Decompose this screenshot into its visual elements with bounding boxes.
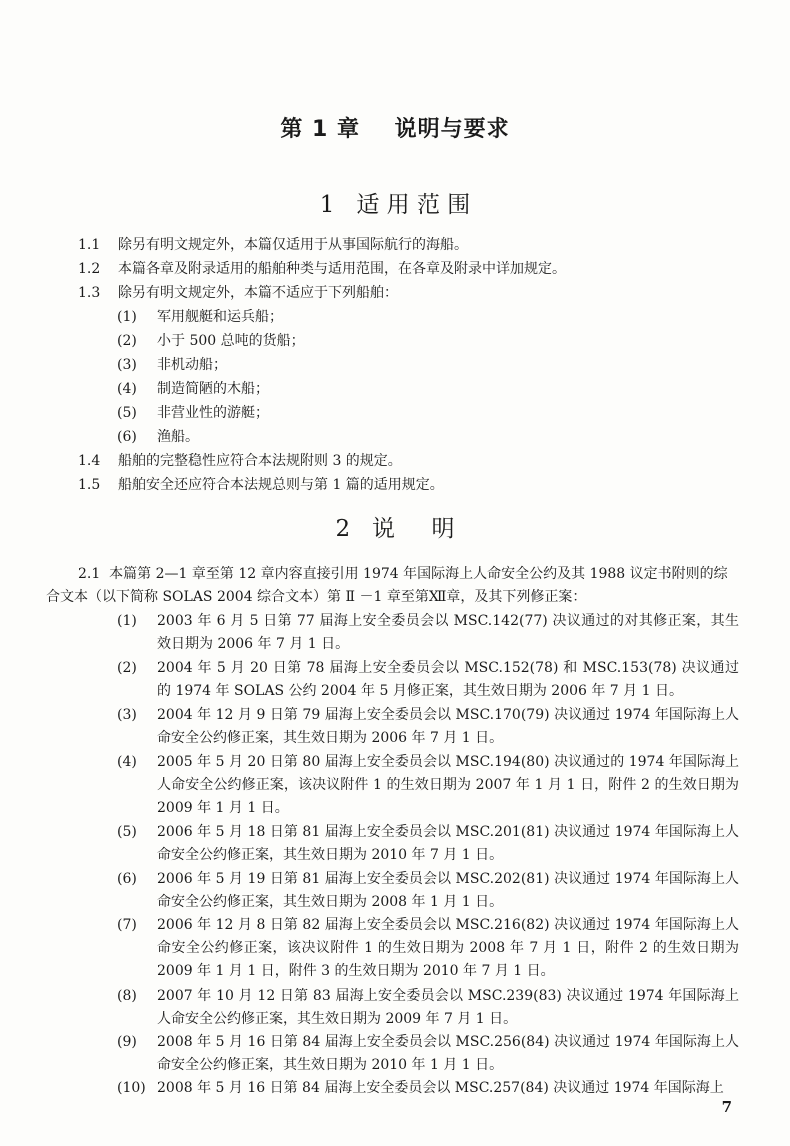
item-number: (3) xyxy=(117,707,137,723)
amendment-item xyxy=(117,704,739,750)
item-text: 2007 年 10 月 12 日第 83 届海上安全委员会以 MSC.239(83) 决议通过 1974 年国际海上人命安全公约修正案，其生效日期为 2009 年 7 月 1 日。 xyxy=(157,988,739,1027)
list-number: (3) xyxy=(117,357,137,373)
list-number: (1) xyxy=(117,309,137,325)
amendment-item xyxy=(117,1031,739,1077)
amendment-item xyxy=(117,751,739,820)
item-number: (9) xyxy=(117,1034,137,1050)
paragraph-number: 1.2 xyxy=(78,261,101,277)
list-item xyxy=(117,380,269,398)
amendment-item xyxy=(117,821,739,867)
list-item xyxy=(117,308,283,326)
amendment-item xyxy=(117,868,739,914)
list-text: 小于 500 总吨的货船； xyxy=(157,333,305,349)
item-text: 2006 年 12 月 8 日第 82 届海上安全委员会以 MSC.216(82) 决议通过 1974 年国际海上人命安全公约修正案，该决议附件 1 的生效日期为 2008 年 7 月 1 日，附件 2 的生效日期为 2009 年 1 月 1 日，附件 3 的生效日期为 2010 年 7 月 1 日。 xyxy=(157,917,739,979)
paragraph-1-5 xyxy=(78,476,444,494)
list-text: 渔船。 xyxy=(157,429,199,445)
paragraph-text: 本篇第 2—1 章至第 12 章内容直接引用 1974 年国际海上人命安全公约及其 1988 议定书附则的综合文本（以下简称 SOLAS 2004 综合文本）第 Ⅱ －1 章至第Ⅻ章，及其下列修正案： xyxy=(46,566,728,605)
list-item xyxy=(117,356,227,374)
list-number: (5) xyxy=(117,405,137,421)
item-number: (1) xyxy=(117,613,137,629)
item-number: (5) xyxy=(117,824,137,840)
list-number: (6) xyxy=(117,429,137,445)
item-text: 2004 年 12 月 9 日第 79 届海上安全委员会以 MSC.170(79) 决议通过 1974 年国际海上人命安全公约修正案，其生效日期为 2006 年 7 月 1 日。 xyxy=(157,707,739,746)
list-item xyxy=(117,332,305,350)
page-number: 7 xyxy=(721,1098,732,1116)
item-text: 2005 年 5 月 20 日第 80 届海上安全委员会以 MSC.194(80) 决议通过的 1974 年国际海上人命安全公约修正案，该决议附件 1 的生效日期为 2007 年 1 月 1 日，附件 2 的生效日期为 2009 年 1 月 1 日。 xyxy=(157,754,739,816)
item-number: (8) xyxy=(117,988,137,1004)
list-text: 非机动船； xyxy=(157,357,227,373)
item-text: 2006 年 5 月 18 日第 81 届海上安全委员会以 MSC.201(81) 决议通过 1974 年国际海上人命安全公约修正案，其生效日期为 2010 年 7 月 1 日。 xyxy=(157,824,739,863)
list-text: 非营业性的游艇； xyxy=(157,405,269,421)
item-text: 2008 年 5 月 16 日第 84 届海上安全委员会以 MSC.256(84) 决议通过 1974 年国际海上人命安全公约修正案，其生效日期为 2010 年 1 月 1 日。 xyxy=(157,1034,739,1073)
paragraph-1-2 xyxy=(78,260,566,278)
item-text: 2006 年 5 月 19 日第 81 届海上安全委员会以 MSC.202(81) 决议通过 1974 年国际海上人命安全公约修正案，其生效日期为 2008 年 1 月 1 日。 xyxy=(157,871,739,910)
paragraph-1-4 xyxy=(78,452,402,470)
section-1-title: 1 适 用 范 围 xyxy=(319,192,471,218)
paragraph-1-1 xyxy=(78,236,468,254)
chapter-title: 第 1 章 说明与要求 xyxy=(280,117,510,142)
list-number: (4) xyxy=(117,381,137,397)
paragraph-number: 1.4 xyxy=(78,453,101,469)
paragraph-number: 2.1 xyxy=(78,566,101,582)
paragraph-number: 1.3 xyxy=(78,285,101,301)
section-2-title: 2 说 明 xyxy=(335,516,455,542)
item-text: 2003 年 6 月 5 日第 77 届海上安全委员会以 MSC.142(77) 决议通过的对其修正案，其生效日期为 2006 年 7 月 1 日。 xyxy=(157,613,739,652)
item-number: (4) xyxy=(117,754,137,770)
paragraph-text: 本篇各章及附录适用的船舶种类与适用范围，在各章及附录中详加规定。 xyxy=(118,261,566,277)
item-number: (6) xyxy=(117,871,137,887)
paragraph-2-1 xyxy=(46,563,736,609)
item-number: (7) xyxy=(117,917,137,933)
amendment-item xyxy=(117,1077,739,1100)
list-text: 制造简陋的木船； xyxy=(157,381,269,397)
amendment-item xyxy=(117,657,739,703)
paragraph-text: 除另有明文规定外，本篇不适应于下列船舶： xyxy=(118,285,398,301)
paragraph-text: 除另有明文规定外，本篇仅适用于从事国际航行的海船。 xyxy=(118,237,468,253)
paragraph-number: 1.1 xyxy=(78,237,101,253)
paragraph-text: 船舶安全还应符合本法规总则与第 1 篇的适用规定。 xyxy=(118,477,444,493)
list-item xyxy=(117,404,269,422)
list-number: (2) xyxy=(117,333,137,349)
paragraph-number: 1.5 xyxy=(78,477,101,493)
item-number: (2) xyxy=(117,660,137,676)
amendment-item xyxy=(117,914,739,983)
amendment-item xyxy=(117,610,739,656)
amendment-item xyxy=(117,985,739,1031)
item-text: 2008 年 5 月 16 日第 84 届海上安全委员会以 MSC.257(84) 决议通过 1974 年国际海上 xyxy=(157,1080,724,1096)
list-item xyxy=(117,428,199,446)
paragraph-text: 船舶的完整稳性应符合本法规附则 3 的规定。 xyxy=(118,453,402,469)
list-text: 军用舰艇和运兵船； xyxy=(157,309,283,325)
item-number: (10) xyxy=(117,1080,146,1096)
paragraph-1-3 xyxy=(78,284,398,302)
item-text: 2004 年 5 月 20 日第 78 届海上安全委员会以 MSC.152(78) 和 MSC.153(78) 决议通过的 1974 年 SOLAS 公约 2004 年 5 月修正案，其生效日期为 2006 年 7 月 1 日。 xyxy=(157,660,739,699)
